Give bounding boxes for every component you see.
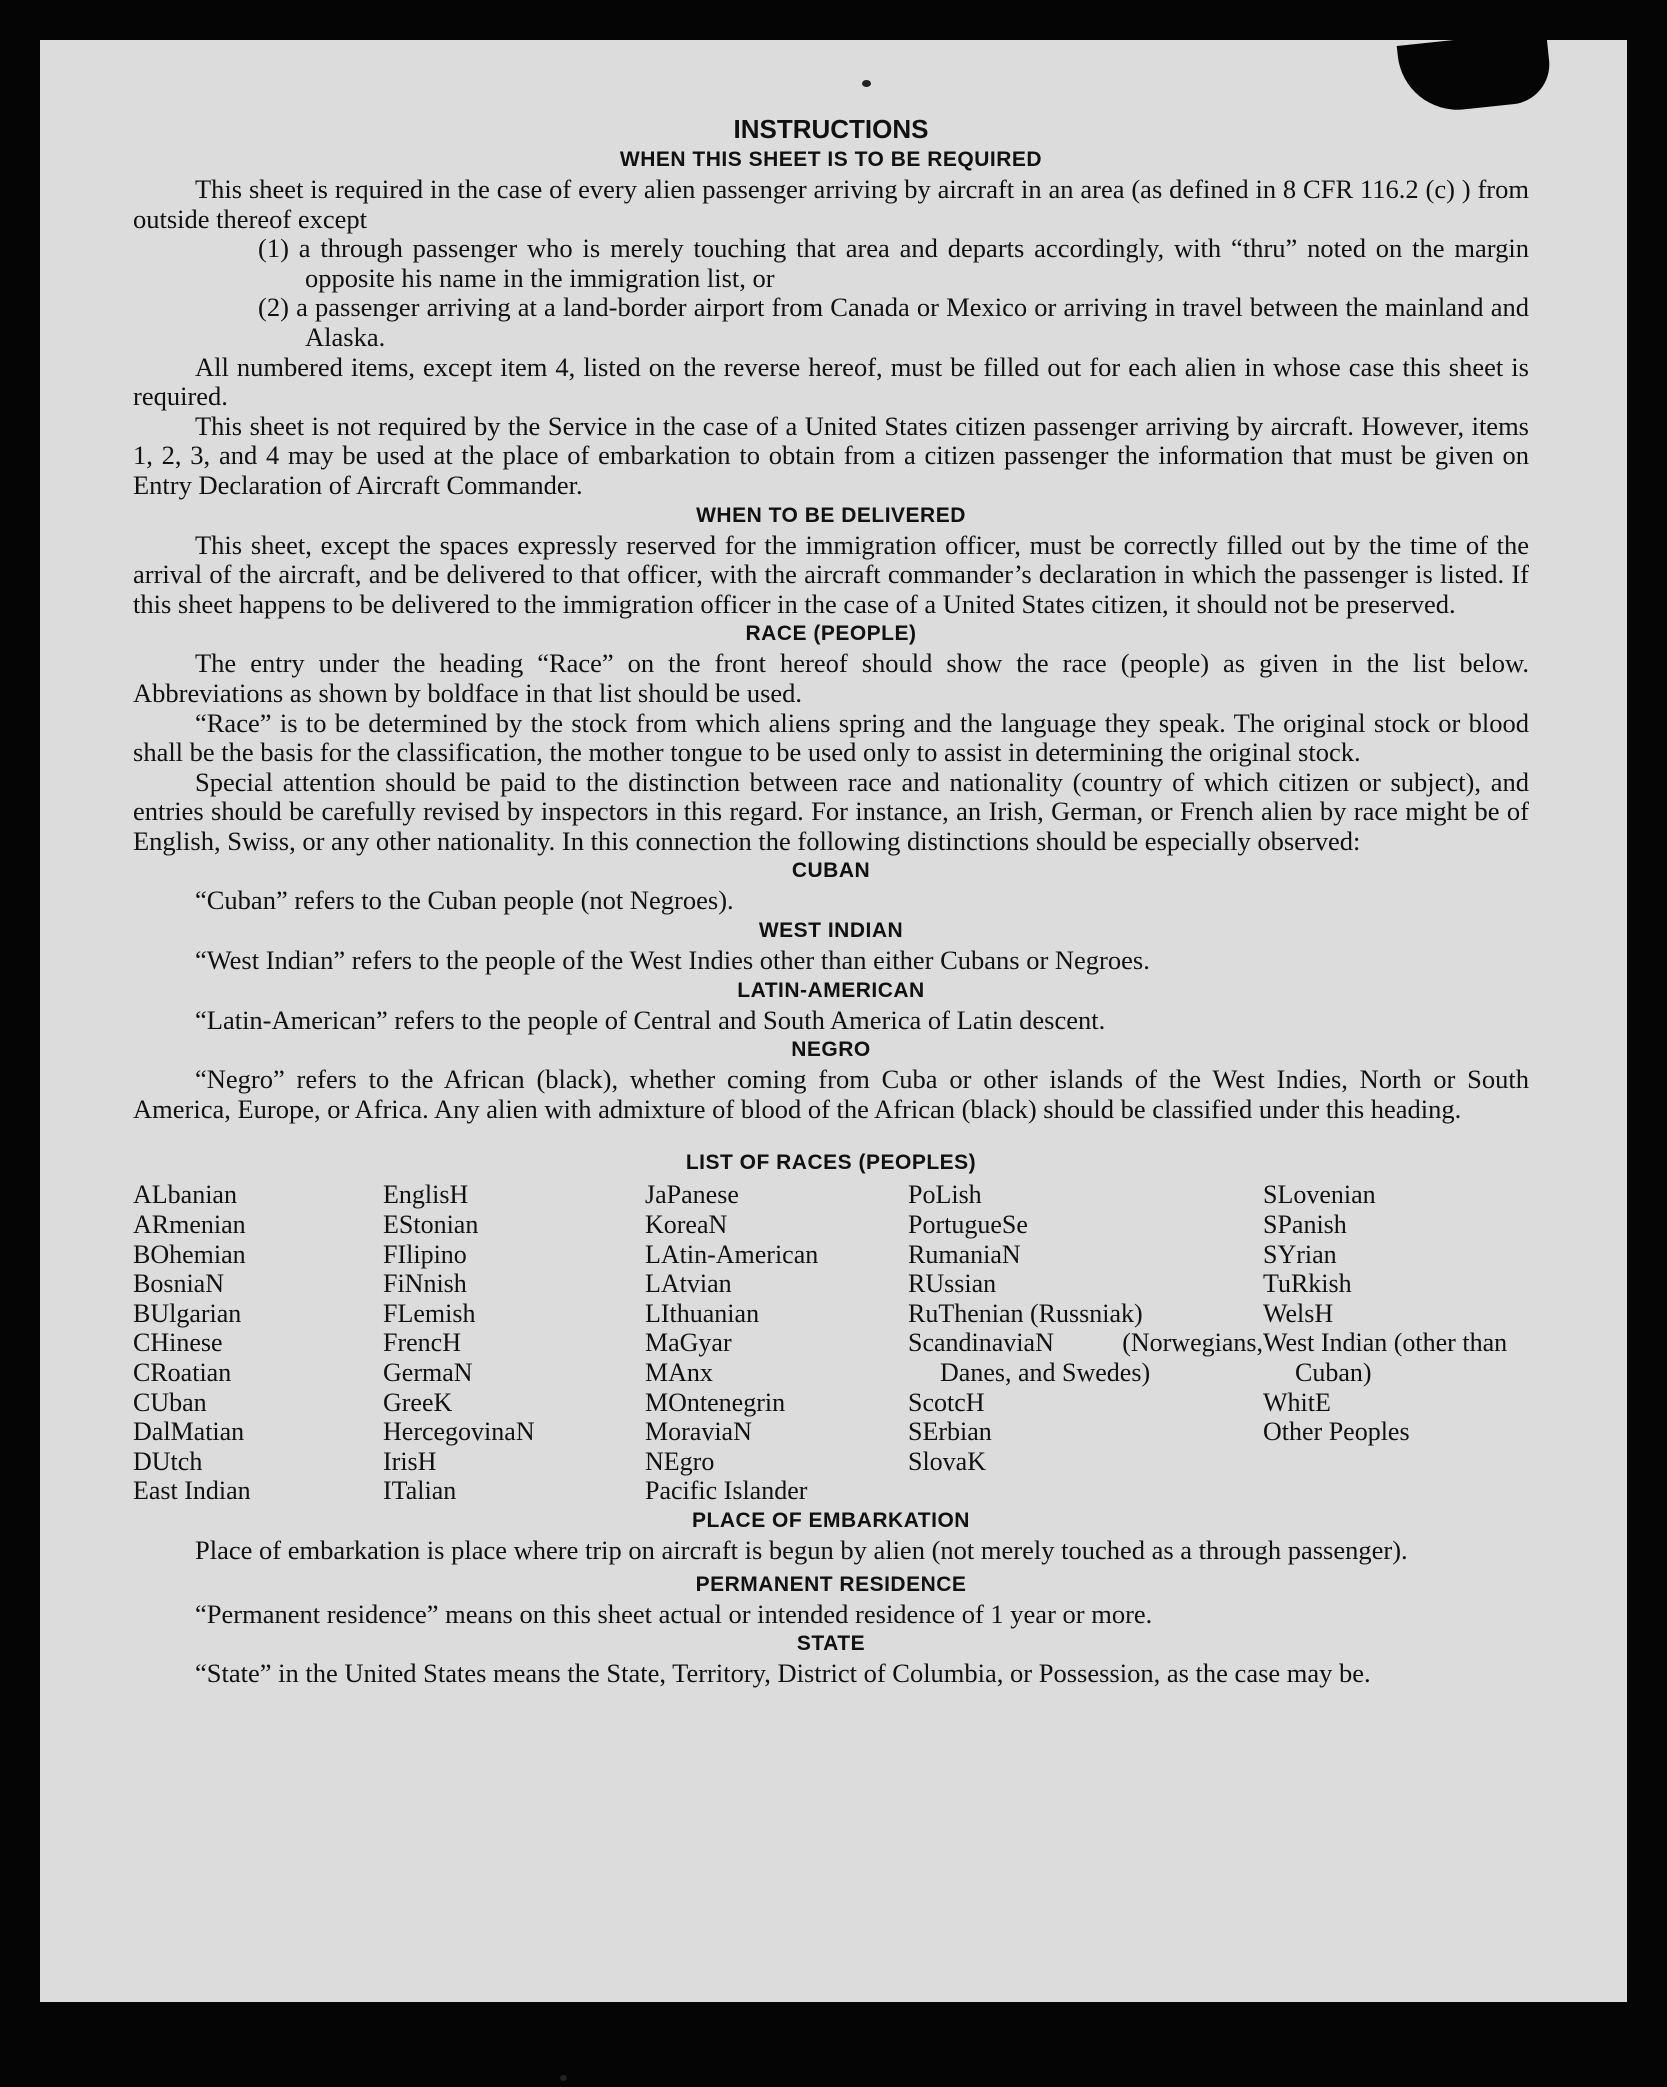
paragraph: Special attention should be paid to the distinction between race and nationality (country of which citizen or subject), and entries should be carefully revised by inspectors in this regard. For instance, an Irish, German, or French alien by race might be of English, Swiss, or any other nationality. In this connection the following distinctions should be especially observed:: [133, 766, 1529, 856]
races-column: [908, 1180, 1263, 1506]
race-entry: ScotcH: [908, 1387, 985, 1417]
race-entry: NEgro: [645, 1446, 715, 1476]
race-entry: DUtch: [133, 1446, 203, 1476]
race-entry: MOntenegrin: [645, 1387, 786, 1417]
section-heading-races-list: LIST OF RACES (PEOPLES): [685, 1151, 977, 1175]
race-entry: KoreaN: [645, 1210, 728, 1240]
race-entry: WhitE: [1263, 1387, 1331, 1417]
race-entry: HercegovinaN: [383, 1417, 535, 1447]
race-entry: SPanish: [1263, 1210, 1347, 1240]
paragraph: This sheet is required in the case of every alien passenger arriving by aircraft in an area (as defined in 8 CFR 116.2 (c) ) from outside thereof except: [133, 174, 1529, 234]
race-entry: MoraviaN: [645, 1417, 752, 1447]
race-entry: BosniaN: [133, 1269, 224, 1299]
race-entry: GreeK: [383, 1387, 453, 1417]
ink-speck: [862, 80, 871, 87]
paragraph: The entry under the heading “Race” on the front hereof should show the race (people) as given in the list below. Abbreviations as shown by boldface in that list should be used.: [133, 648, 1529, 708]
section-heading-west-indian: WEST INDIAN: [758, 919, 904, 943]
paragraph: This sheet, except the spaces expressly reserved for the immigration officer, must be correctly filled out by the time of the arrival of the aircraft, and be delivered to that officer, with the aircraft commander’s declaration in which the passenger is listed. If this sheet happens to be delivered to the immigration officer in the case of a United States citizen, it should not be preserved.: [133, 529, 1529, 619]
exception-item: (2) a passenger arriving at a land-border airport from Canada or Mexico or arriving in travel between the mainland and Alaska.: [258, 292, 1529, 352]
race-entry: Other Peoples: [1263, 1417, 1410, 1447]
races-column: [645, 1180, 908, 1506]
paragraph: Place of embarkation is place where trip on aircraft is begun by alien (not merely touched as a through passenger).: [195, 1534, 1408, 1565]
race-entry: CHinese: [133, 1328, 223, 1358]
race-entry: ITalian: [383, 1476, 457, 1506]
section-heading-race: RACE (PEOPLE): [745, 622, 917, 646]
exception-item: (1) a through passenger who is merely touching that area and departs accordingly, with “thru” noted on the margin opposite his name in the immigration list, or: [258, 233, 1529, 293]
paragraph: All numbered items, except item 4, listed on the reverse hereof, must be filled out for each alien in whose case this sheet is required.: [133, 351, 1529, 412]
race-entry: PortugueSe: [908, 1210, 1028, 1240]
paragraph: This sheet is not required by the Service in the case of a United States citizen passenger arriving by aircraft. However, items 1, 2, 3, and 4 may be used at the place of embarkation to obtain from a citizen passenger the information that must be given on Entry Declaration of Aircraft Commander.: [133, 410, 1529, 500]
race-entry: ALbanian: [133, 1180, 237, 1210]
race-entry: FIlipino: [383, 1239, 467, 1269]
section-heading-latin-american: LATIN-AMERICAN: [737, 978, 925, 1002]
race-entry: EStonian: [383, 1210, 479, 1240]
race-entry: RUssian: [908, 1269, 997, 1299]
race-entry: GermaN: [383, 1358, 473, 1387]
paragraph: “Permanent residence” means on this sheet actual or intended residence of 1 year or more.: [195, 1598, 1153, 1629]
paragraph: “Cuban” refers to the Cuban people (not Negroes).: [195, 885, 734, 916]
race-entry: TuRkish: [1263, 1269, 1352, 1299]
race-entry: IrisH: [383, 1446, 437, 1476]
race-entry: RumaniaN: [908, 1239, 1021, 1269]
race-entry: DalMatian: [133, 1417, 245, 1447]
race-entry: RuThenian (Russniak): [908, 1298, 1143, 1328]
instructions-body: [133, 113, 1529, 1689]
race-entry: Pacific Islander: [645, 1476, 808, 1506]
race-entry: SErbian: [908, 1417, 992, 1447]
race-entry: East Indian: [133, 1476, 251, 1506]
section-heading-permanent-residence: PERMANENT RESIDENCE: [695, 1572, 967, 1596]
race-entry: JaPanese: [645, 1180, 739, 1210]
section-heading-cuban: CUBAN: [791, 859, 871, 883]
race-entry: LAtvian: [645, 1269, 732, 1299]
races-column: [1263, 1180, 1529, 1506]
section-heading-embarkation: PLACE OF EMBARKATION: [692, 1508, 970, 1532]
race-entry: FLemish: [383, 1298, 476, 1328]
section-heading-when-required: WHEN THIS SHEET IS TO BE REQUIRED: [619, 148, 1043, 171]
paragraph: “Latin-American” refers to the people of Central and South America of Latin descent.: [195, 1004, 1106, 1035]
race-entry: EnglisH: [383, 1180, 469, 1210]
section-heading-state: STATE: [796, 1632, 866, 1656]
race-entry: MAnx: [645, 1358, 713, 1387]
race-entry: FiNnish: [383, 1269, 467, 1299]
race-entry: FrencH: [383, 1328, 461, 1358]
races-list: [133, 1180, 1529, 1506]
races-column: [383, 1180, 645, 1506]
race-entry: BUlgarian: [133, 1298, 242, 1328]
race-entry: ARmenian: [133, 1210, 246, 1240]
race-entry: PoLish: [908, 1180, 982, 1210]
race-entry: ScandinaviaN (Norwegians, Danes, and Swedes): [908, 1328, 1263, 1387]
race-entry: SYrian: [1263, 1239, 1337, 1269]
races-column: [133, 1180, 383, 1506]
race-entry: LAtin-American: [645, 1239, 819, 1269]
paragraph: “Negro” refers to the African (black), whether coming from Cuba or other islands of the West Indies, North or South America, Europe, or Africa. Any alien with admixture of blood of the African (black) should be classified under this heading.: [133, 1064, 1529, 1124]
race-entry: LIthuanian: [645, 1298, 760, 1328]
race-entry: SlovaK: [908, 1446, 986, 1476]
page-title: INSTRUCTIONS: [733, 114, 929, 144]
race-entry: MaGyar: [645, 1328, 732, 1358]
paragraph: “State” in the United States means the State, Territory, District of Columbia, or Possession, as the case may be.: [195, 1658, 1371, 1689]
race-entry: BOhemian: [133, 1239, 246, 1269]
race-entry: CRoatian: [133, 1358, 232, 1387]
section-heading-negro: NEGRO: [791, 1038, 871, 1062]
race-entry: CUban: [133, 1387, 207, 1417]
race-entry: WelsH: [1263, 1298, 1334, 1328]
paragraph: “Race” is to be determined by the stock from which aliens spring and the language they speak. The original stock or blood shall be the basis for the classification, the mother tongue to be used only to assist in determining the original stock.: [133, 707, 1529, 768]
ink-speck: [560, 2075, 567, 2081]
race-entry: SLovenian: [1263, 1180, 1376, 1210]
paragraph: “West Indian” refers to the people of the West Indies other than either Cubans or Negroes.: [195, 945, 1150, 976]
race-entry: West Indian (other than Cuban): [1263, 1328, 1508, 1387]
section-heading-when-delivered: WHEN TO BE DELIVERED: [696, 503, 966, 527]
